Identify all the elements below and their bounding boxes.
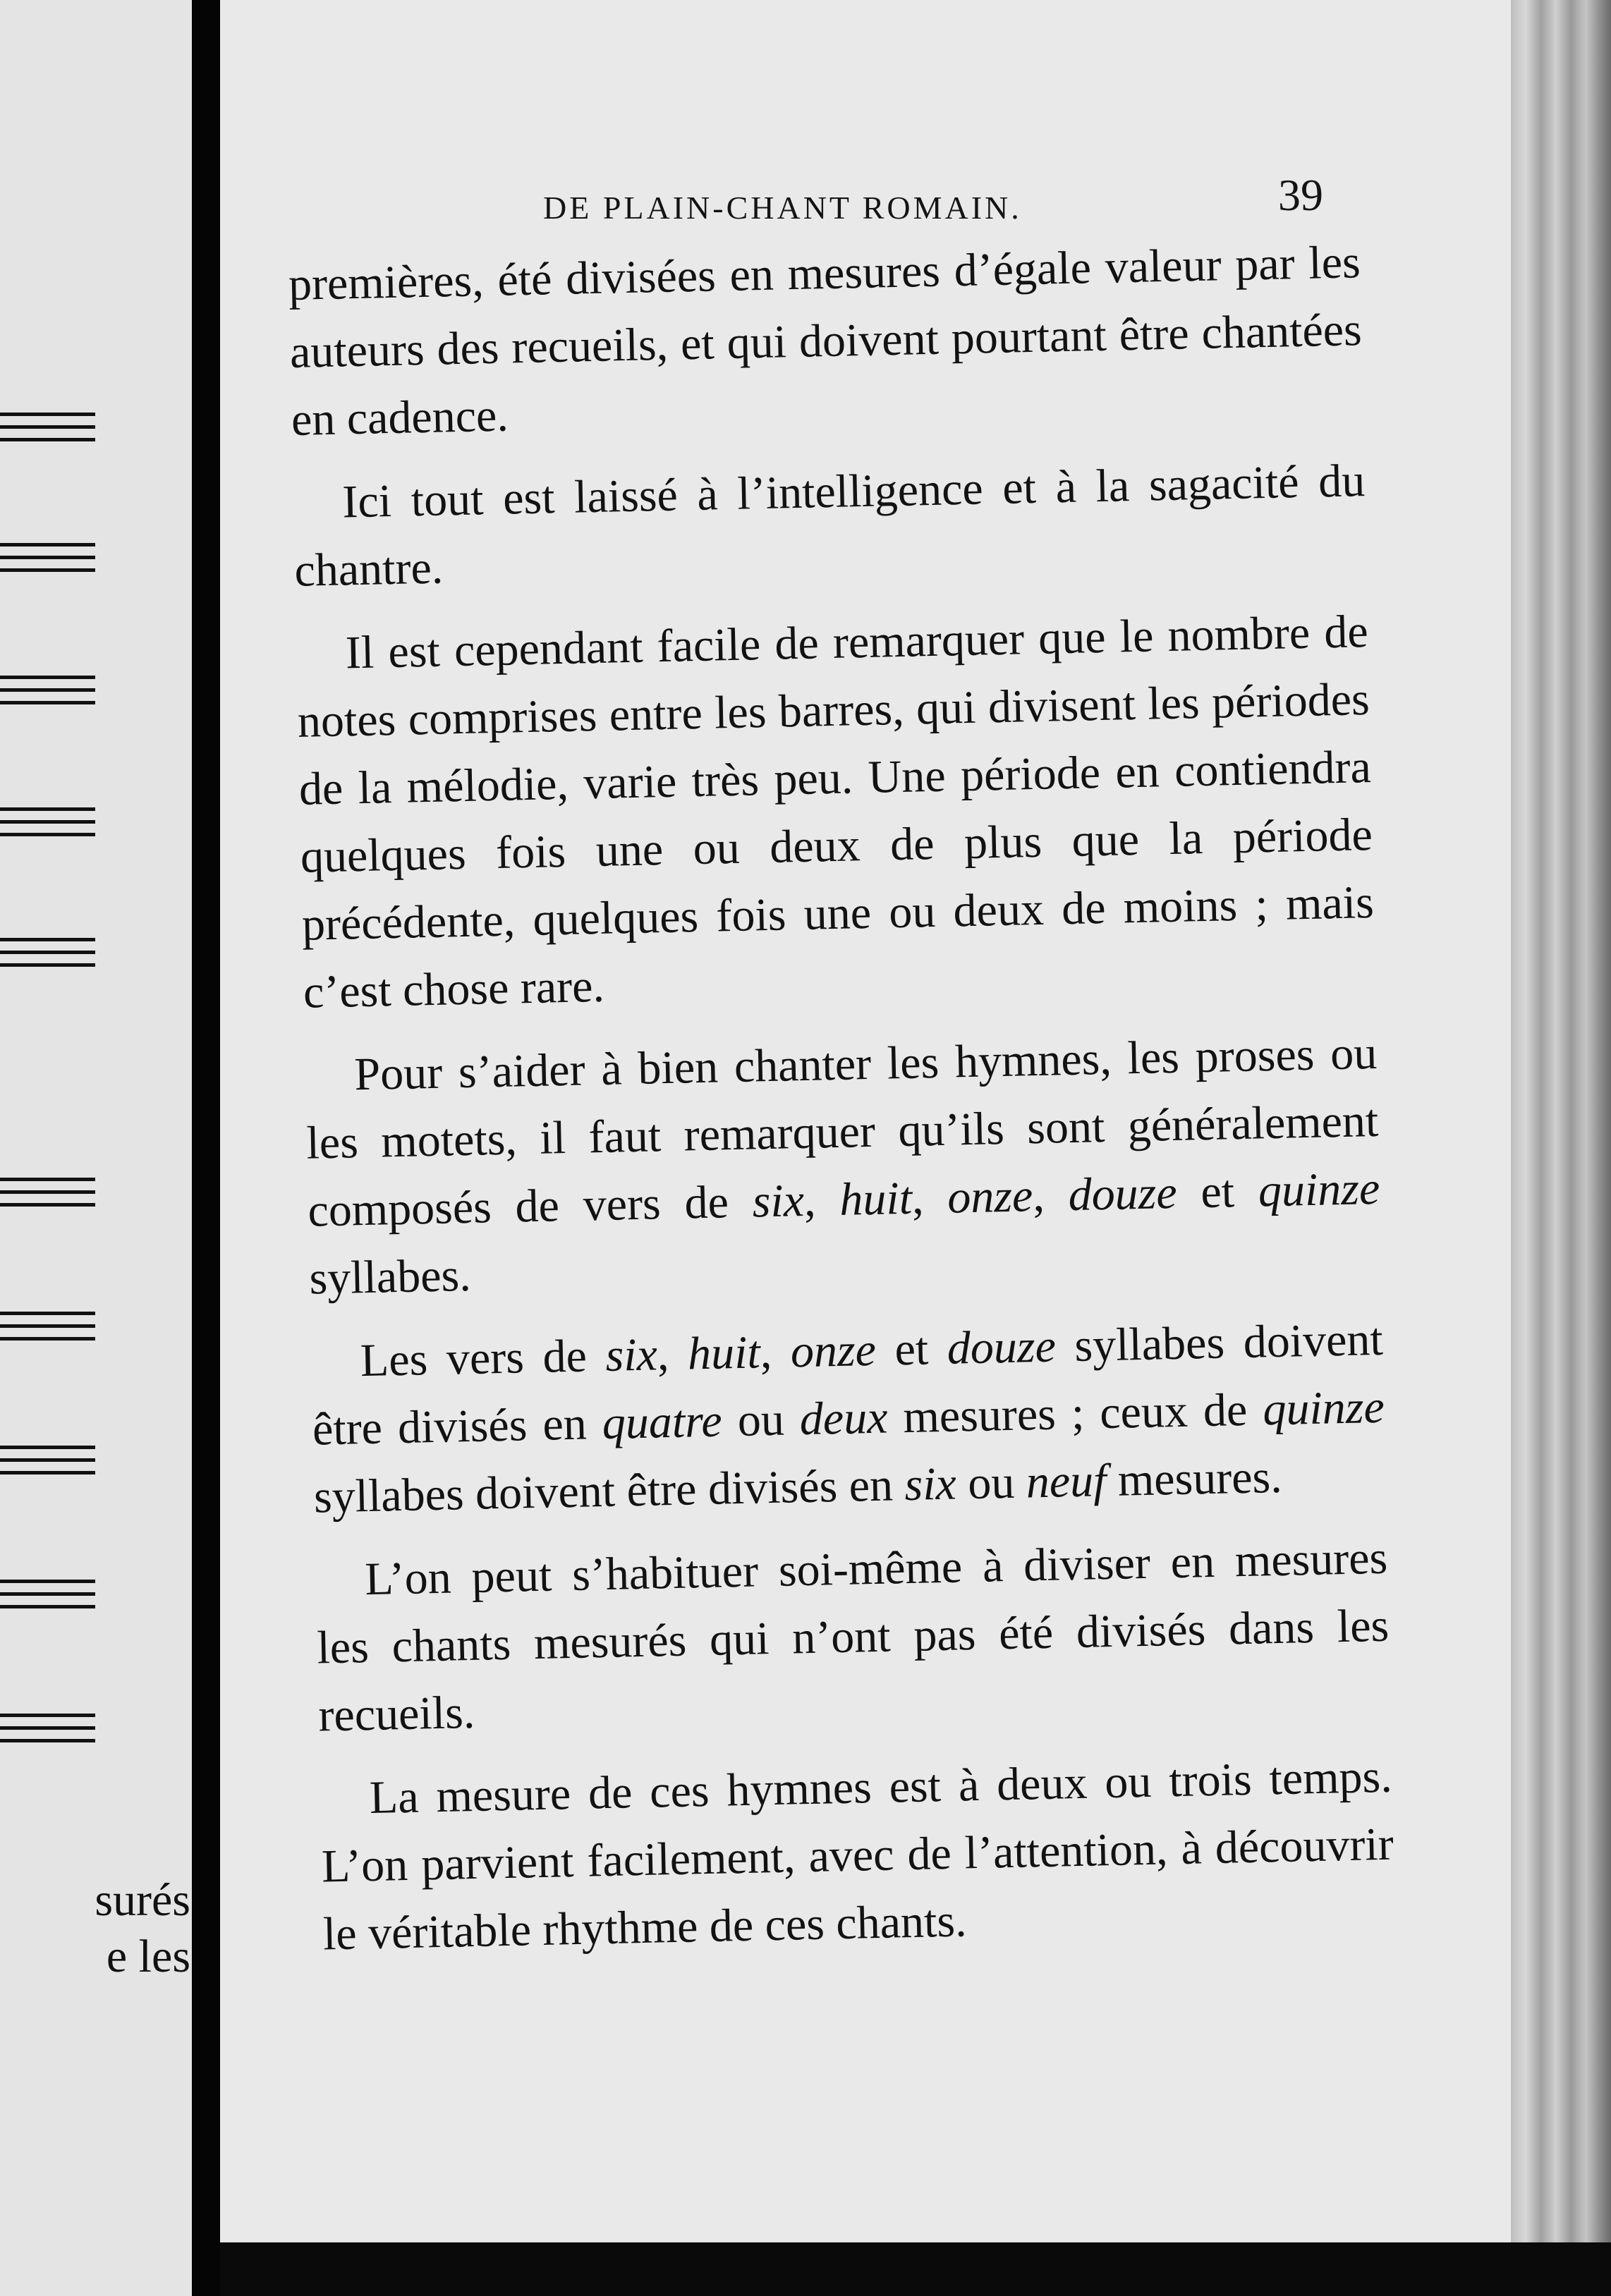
running-head: DE PLAIN-CHANT ROMAIN. bbox=[543, 190, 1022, 226]
italic-word: onze bbox=[790, 1324, 877, 1378]
paragraph bbox=[304, 1020, 1382, 1313]
italic-word: six bbox=[904, 1458, 957, 1511]
staff-fragment bbox=[0, 543, 95, 584]
scan-border bbox=[220, 2242, 1611, 2296]
staff-fragment bbox=[0, 1178, 95, 1219]
paragraph bbox=[310, 1306, 1387, 1532]
left-facing-page bbox=[0, 0, 192, 2296]
italic-word: onze bbox=[947, 1170, 1034, 1223]
paragraph: premières, été divisées en mesures d’égale valeur par les auteurs des recueils, et qui doivent pourtant être chantées en cadence. bbox=[288, 236, 1363, 446]
text-run: , bbox=[657, 1328, 688, 1381]
staff-fragment bbox=[0, 1446, 95, 1486]
text-run: , bbox=[911, 1171, 949, 1224]
staff-fragment bbox=[0, 1714, 95, 1754]
italic-word: deux bbox=[799, 1391, 889, 1446]
italic-word: douze bbox=[1067, 1166, 1178, 1221]
staff-fragment bbox=[0, 938, 95, 979]
staff-fragment bbox=[0, 676, 95, 716]
italic-word: quinze bbox=[1262, 1381, 1385, 1436]
text-run: Pour s’aider à bien chanter les hymnes, les proses ou les motets, il faut remarquer qu’ils sont généralement composés de vers de bbox=[305, 1027, 1379, 1237]
text-run: et bbox=[875, 1322, 948, 1376]
text-run: , bbox=[759, 1326, 791, 1379]
left-page-line: surés bbox=[95, 1874, 190, 1926]
italic-word: neuf bbox=[1025, 1455, 1107, 1508]
staff-fragment bbox=[0, 1312, 95, 1352]
body-text bbox=[288, 228, 1396, 1984]
text-run: syllabes. bbox=[308, 1249, 472, 1305]
left-page-line: e les bbox=[106, 1931, 190, 1982]
staff-fragment bbox=[0, 1580, 95, 1620]
text-run: , bbox=[803, 1173, 841, 1226]
italic-word: six bbox=[751, 1174, 805, 1228]
paragraph: L’on peut s’habituer soi-même à diviser en mesures les chants mesurés qui n’ont pas été divisés dans les recueils. bbox=[316, 1532, 1390, 1742]
text-run: syllabes doivent être divisés en bbox=[313, 1459, 906, 1523]
text-run: mesures. bbox=[1105, 1451, 1283, 1507]
paragraph: La mesure de ces hymnes est à deux ou trois temps. L’on parvient facilement, avec de l’attention, à découvrir le véritable rhythme de ces chants. bbox=[321, 1750, 1394, 1960]
text-run: , bbox=[1032, 1169, 1069, 1222]
italic-word: douze bbox=[947, 1320, 1057, 1374]
italic-word: quinze bbox=[1258, 1162, 1380, 1217]
text-run: mesures ; ceux de bbox=[887, 1384, 1264, 1443]
italic-word: six bbox=[604, 1329, 658, 1381]
text-run: ou bbox=[721, 1393, 801, 1447]
page-edges bbox=[1511, 0, 1611, 2296]
paragraph: Ici tout est laissé à l’intelligence et à la sagacité du chantre. bbox=[293, 455, 1366, 597]
staff-fragment bbox=[0, 807, 95, 848]
page-number: 39 bbox=[1278, 170, 1323, 220]
text-run: et bbox=[1176, 1165, 1259, 1219]
book-gutter bbox=[192, 0, 220, 2296]
staff-fragment bbox=[0, 413, 95, 453]
italic-word: huit bbox=[839, 1172, 913, 1226]
italic-word: quatre bbox=[602, 1395, 723, 1450]
text-run: Les vers de bbox=[360, 1329, 607, 1387]
italic-word: huit bbox=[687, 1326, 761, 1380]
text-run: ou bbox=[956, 1456, 1027, 1510]
text-run: syllabes doivent être divisés en bbox=[312, 1313, 1384, 1455]
paragraph: Il est cependant facile de remarquer que le nombre de notes comprises entre les barres, qui divisent les périodes de la mélodie, varie très peu. Une période en contiendra quelques fois une ou deux de plus que la période précédente, quelques fois une ou deux de moins ; mais c’est chose rare. bbox=[297, 606, 1375, 1018]
